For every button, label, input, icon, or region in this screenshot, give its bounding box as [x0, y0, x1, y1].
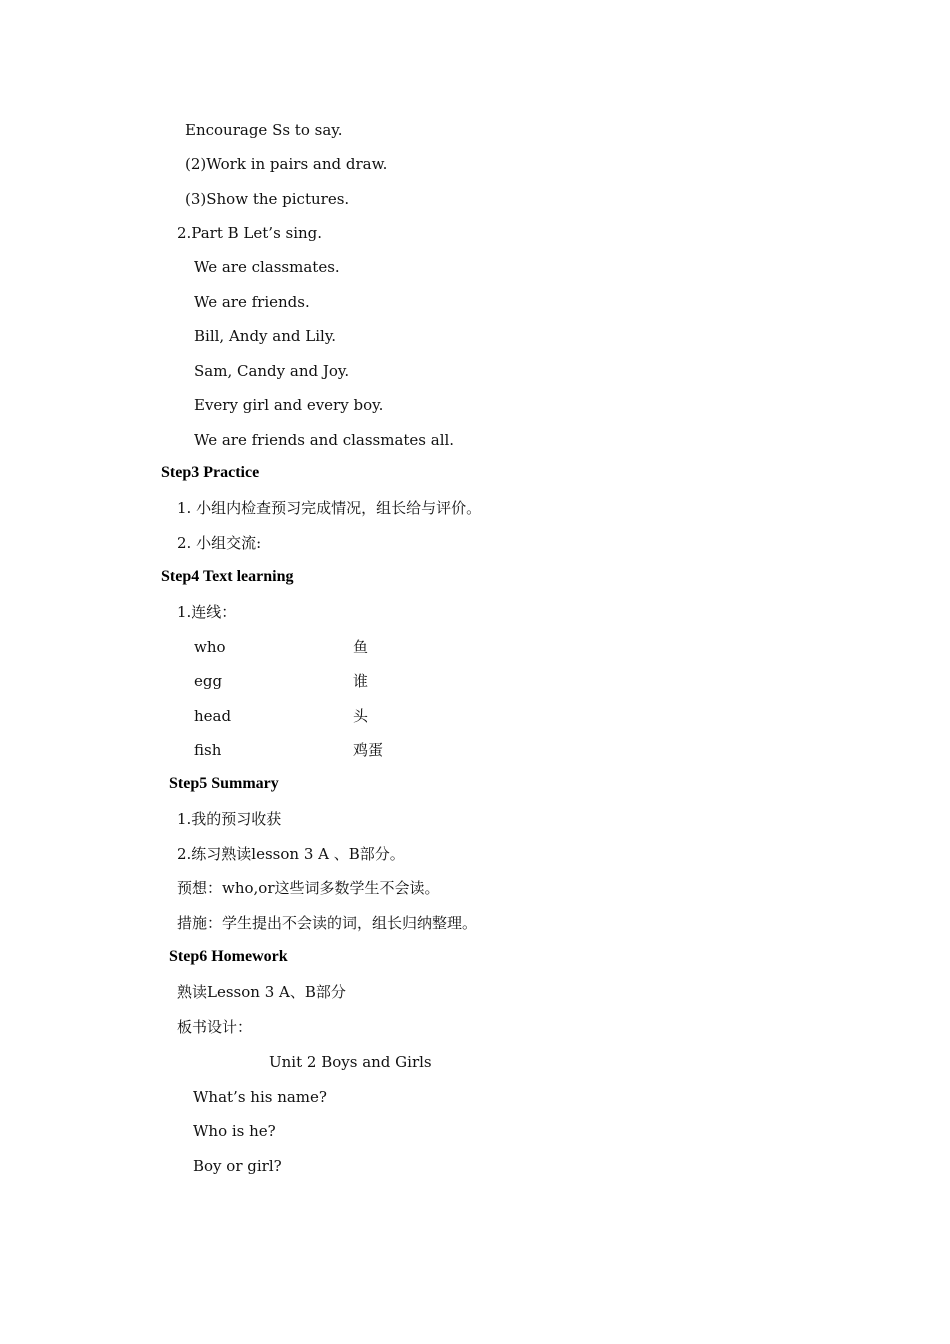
song-line: Every girl and every boy.	[194, 396, 384, 414]
step3-item: 2. 小组交流:	[177, 534, 262, 552]
match-meaning: 头	[353, 707, 369, 725]
step4-heading: Step4 Text learning	[161, 568, 294, 585]
step5-item: 预想：who,or这些词多数学生不会读。	[177, 879, 440, 897]
step6-item: 板书设计：	[177, 1018, 253, 1036]
match-word: fish	[194, 741, 222, 759]
step6-heading: Step6 Homework	[169, 948, 288, 965]
step5-item: 1.我的预习收获	[177, 810, 282, 828]
step5-item: 措施：学生提出不会读的词，组长归纳整理。	[177, 914, 478, 932]
song-line: Bill, Andy and Lily.	[194, 327, 337, 345]
board-line: What’s his name?	[193, 1088, 327, 1106]
song-line: We are friends and classmates all.	[194, 431, 455, 449]
match-word: head	[194, 707, 232, 725]
song-line: We are friends.	[194, 293, 310, 311]
step3-heading: Step3 Practice	[161, 464, 260, 481]
match-word: egg	[194, 672, 223, 690]
match-meaning: 谁	[353, 672, 369, 690]
song-line: Sam, Candy and Joy.	[194, 362, 350, 380]
intro-line: (3)Show the pictures.	[185, 190, 350, 208]
step5-item: 2.练习熟读lesson 3 A 、B部分。	[177, 845, 405, 863]
board-line: Who is he?	[193, 1122, 276, 1140]
match-word: who	[194, 638, 226, 656]
intro-line: (2)Work in pairs and draw.	[185, 155, 388, 173]
step5-heading: Step5 Summary	[169, 775, 279, 792]
board-line: Boy or girl?	[193, 1157, 282, 1175]
match-meaning: 鱼	[353, 638, 369, 656]
intro-line: Encourage Ss to say.	[185, 121, 343, 139]
board-title: Unit 2 Boys and Girls	[269, 1053, 432, 1071]
song-line: We are classmates.	[194, 258, 340, 276]
step6-item: 熟读Lesson 3 A、B部分	[177, 983, 346, 1001]
step4-task: 1.连线：	[177, 603, 237, 621]
step3-item: 1. 小组内检查预习完成情况，组长给与评价。	[177, 499, 482, 517]
match-meaning: 鸡蛋	[353, 741, 384, 759]
part-b-title: 2.Part B Let’s sing.	[177, 224, 323, 242]
